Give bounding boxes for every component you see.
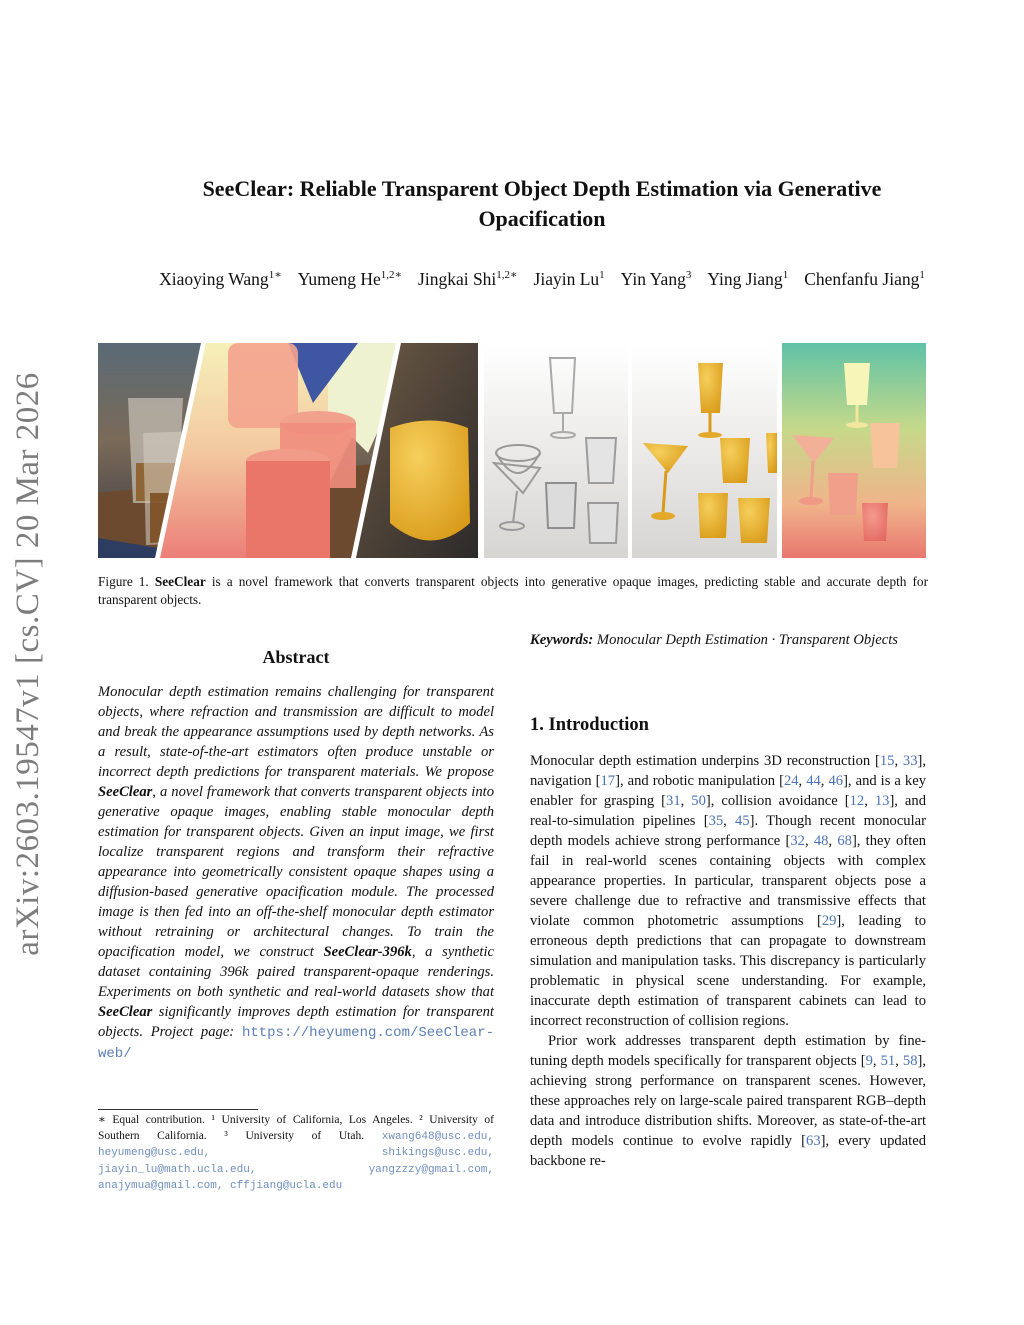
author-name: Jiayin Lu xyxy=(533,268,600,289)
body-text: ], achieving strong performance on transparent scenes. However, these approaches rely on large-scale paired transparent RGB–depth data and introduce distribution shifts. Moreover, as state-of-the-art depth models continue to evolve rapidly [ xyxy=(530,1053,927,1149)
abstract-part: , a synthetic dataset containing 396k paired transparent-opaque renderings. Experiments on both synthetic and real-world datasets show that xyxy=(98,944,494,1000)
body-text: , xyxy=(680,793,692,809)
body-text: Monocular depth estimation underpins 3D reconstruction [ xyxy=(530,753,880,769)
citation-link[interactable]: 45 xyxy=(735,813,750,829)
paper-title xyxy=(110,174,974,234)
author-affiliation-mark: 1 xyxy=(782,269,789,281)
author-affiliation-mark: 1∗ xyxy=(268,269,282,281)
project-page-link[interactable]: https://heyumeng.com/SeeClear-web/ xyxy=(98,1025,494,1062)
citation-link[interactable]: 35 xyxy=(708,813,724,829)
body-text: ], and is a key enabler for grasping [ xyxy=(530,773,926,809)
teaser-panel-depth xyxy=(782,343,926,558)
keywords-label: Keywords: xyxy=(530,632,594,648)
author xyxy=(707,269,788,289)
figure-caption xyxy=(98,573,928,609)
author-name: Ying Jiang xyxy=(707,268,783,289)
body-text: , xyxy=(894,753,903,769)
citation-link[interactable]: 15 xyxy=(879,753,895,769)
arxiv-sidebar-stamp: arXiv:2603.19547v1 [cs.CV] 20 Mar 2026 xyxy=(10,372,46,956)
keywords-text: Monocular Depth Estimation · Transparent Objects xyxy=(596,632,898,648)
figure-text: is a novel framework that converts transparent objects into generative opaque images, predicting stable and accurate depth for transparent objects. xyxy=(98,574,929,607)
teaser-panel-transparent xyxy=(484,343,628,558)
author-name: Chenfanfu Jiang xyxy=(804,268,920,289)
citation-link[interactable]: 9 xyxy=(865,1053,873,1069)
abstract-part: Monocular depth estimation remains challenging for transparent objects, where refraction and transmission are difficult to model and break the appearance assumptions used by depth networks. As a result, state-of-the-art estimators often produce unstable or incorrect depth predictions for transparent materials. We propose xyxy=(98,684,494,780)
body-text: ], collision avoidance [ xyxy=(705,793,850,809)
citation-link[interactable]: 51 xyxy=(880,1053,896,1069)
teaser-figure xyxy=(98,343,926,558)
title-line-2: Opacification xyxy=(478,206,606,231)
figure-method-name: SeeClear xyxy=(154,574,206,589)
citation-link[interactable]: 33 xyxy=(902,753,918,769)
title-line-1: SeeClear: Reliable Transparent Object Depth Estimation via Generative xyxy=(202,176,882,201)
introduction-paragraph-1 xyxy=(530,751,926,1031)
body-text: , xyxy=(872,1053,881,1069)
author-affiliation-mark: 1,2∗ xyxy=(380,269,403,281)
body-text: , xyxy=(723,813,736,829)
footnote-emails[interactable]: xwang648@usc.edu, heyumeng@usc.edu, shikings@usc.edu, jiayin_lu@math.ucla.edu, yangzzzy@gmail.com, anajymua@gmail.com, cffjiang@ucla.edu xyxy=(98,1130,494,1192)
abstract-method-name: SeeClear xyxy=(98,1004,153,1020)
author xyxy=(298,269,402,289)
citation-link[interactable]: 68 xyxy=(837,833,852,849)
citation-link[interactable]: 44 xyxy=(806,773,821,789)
teaser-panel-composite xyxy=(98,343,478,558)
abstract-dataset-name: SeeClear-396k xyxy=(323,944,412,960)
author-name: Yin Yang xyxy=(620,268,686,289)
author-affiliation-mark: 3 xyxy=(685,269,692,281)
body-text: ], and robotic manipulation [ xyxy=(615,773,784,789)
body-text: ], navigation [ xyxy=(530,753,927,789)
body-text: ], leading to erroneous depth predictions that can propagate to downstream simulation and manipulation tasks. This discrepancy is particularly problematic in physical scene understanding. For example, inaccurate depth estimation of transparent cabinets can lead to incorrect reconstruction of collision regions. xyxy=(530,913,926,1029)
abstract-part: , a novel framework that converts transparent objects into generative opaque images, enabling stable monocular depth estimation for transparent objects. Given an input image, we first localize transparent regions and transform their refractive appearance into geometrically consistent opaque shapes using a diffusion-based generative opacification module. The processed image is then fed into an off-the-shelf monocular depth estimator without retraining or architectural changes. To train the opacification model, we construct xyxy=(98,784,494,960)
abstract-method-name: SeeClear xyxy=(98,784,153,800)
keywords xyxy=(530,630,926,650)
citation-link[interactable]: 32 xyxy=(790,833,805,849)
footnote-divider xyxy=(98,1109,258,1110)
author-name: Yumeng He xyxy=(297,268,381,289)
body-text: , xyxy=(804,833,814,849)
body-text: ], and real-to-simulation pipelines [ xyxy=(530,793,927,829)
footnote xyxy=(98,1113,494,1195)
author-affiliation-mark: 1 xyxy=(919,269,925,281)
abstract-part: significantly improves depth estimation for transparent objects. Project page: xyxy=(98,1004,494,1040)
body-text: , xyxy=(798,773,807,789)
author xyxy=(418,269,518,289)
author-name: Xiaoying Wang xyxy=(159,268,269,289)
author xyxy=(804,269,925,289)
introduction-heading: 1. Introduction xyxy=(530,715,649,735)
body-text: ]. Though recent monocular depth models achieve strong performance [ xyxy=(530,813,926,849)
citation-link[interactable]: 24 xyxy=(783,773,799,789)
author-affiliation-mark: 1 xyxy=(599,269,605,281)
citation-link[interactable]: 63 xyxy=(806,1133,821,1149)
body-text: Prior work addresses transparent depth estimation by fine-tuning depth models specifically for transparent objects [ xyxy=(530,1033,926,1069)
author xyxy=(534,269,605,289)
citation-link[interactable]: 13 xyxy=(874,793,890,809)
body-text: ], every updated backbone re- xyxy=(530,1133,926,1169)
introduction-body xyxy=(530,751,926,1171)
body-text: ], they often fail in real-world scenes containing objects with complex appearance properties. In particular, transparent objects pose a severe challenge due to refractive and transmissive effects that violate common photometric assumptions [ xyxy=(530,833,927,929)
body-text: , xyxy=(895,1053,903,1069)
citation-link[interactable]: 31 xyxy=(666,793,681,809)
author xyxy=(621,269,692,289)
citation-link[interactable]: 50 xyxy=(691,793,706,809)
abstract-body xyxy=(98,682,494,1064)
figure-label: Figure 1. xyxy=(98,574,149,589)
introduction-paragraph-2 xyxy=(530,1031,926,1171)
citation-link[interactable]: 58 xyxy=(902,1053,918,1069)
abstract-heading: Abstract xyxy=(262,647,330,667)
author xyxy=(159,269,282,289)
author-affiliation-mark: 1,2∗ xyxy=(496,269,518,281)
body-text: , xyxy=(820,773,829,789)
author-list xyxy=(60,268,1024,290)
citation-link[interactable]: 17 xyxy=(600,773,616,789)
citation-link[interactable]: 48 xyxy=(813,833,829,849)
citation-link[interactable]: 29 xyxy=(821,913,837,929)
citation-link[interactable]: 46 xyxy=(828,773,844,789)
body-text: , xyxy=(864,793,875,809)
footnote-affiliations: ∗ Equal contribution. ¹ University of California, Los Angeles. ² University of Southern California. ³ University of Utah. xyxy=(98,1114,494,1142)
author-name: Jingkai Shi xyxy=(418,268,497,289)
body-text: , xyxy=(828,833,838,849)
teaser-panel-opaque xyxy=(632,343,777,558)
citation-link[interactable]: 12 xyxy=(849,793,865,809)
